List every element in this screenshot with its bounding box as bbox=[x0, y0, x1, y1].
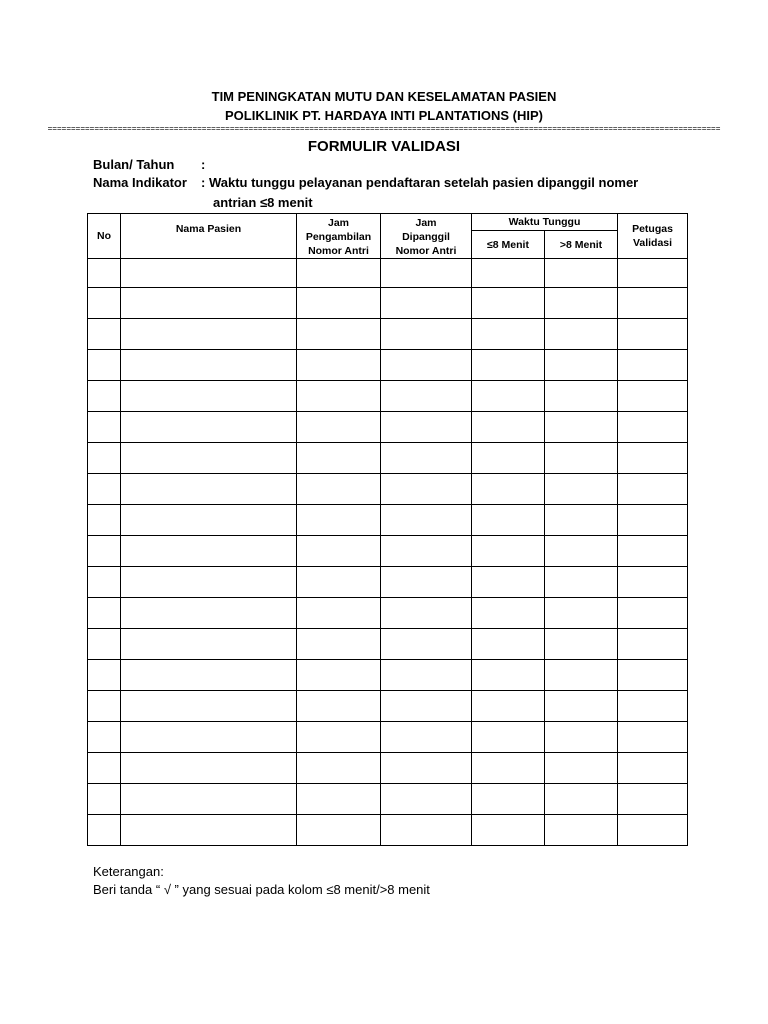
indicator-value-continuation: antrian ≤8 menit bbox=[213, 195, 313, 210]
cell-jam-pengambilan bbox=[297, 567, 381, 598]
cell-no bbox=[88, 753, 121, 784]
cell-no bbox=[88, 288, 121, 319]
period-label: Bulan/ Tahun bbox=[93, 157, 175, 172]
cell-jam-dipanggil bbox=[381, 412, 472, 443]
cell-jam-dipanggil bbox=[381, 691, 472, 722]
cell-jam-dipanggil bbox=[381, 629, 472, 660]
cell-no bbox=[88, 505, 121, 536]
column-header-petugas-validasi bbox=[618, 214, 688, 259]
cell-no bbox=[88, 350, 121, 381]
cell-nama-pasien bbox=[121, 350, 297, 381]
cell-jam-dipanggil bbox=[381, 536, 472, 567]
cell-petugas-validasi bbox=[618, 288, 688, 319]
cell-jam-dipanggil bbox=[381, 660, 472, 691]
cell-petugas-validasi bbox=[618, 722, 688, 753]
cell-nama-pasien bbox=[121, 722, 297, 753]
cell-petugas-validasi bbox=[618, 350, 688, 381]
indicator-row bbox=[93, 175, 638, 190]
cell-gt8-menit bbox=[545, 660, 618, 691]
cell-le8-menit bbox=[472, 660, 545, 691]
table-row bbox=[88, 443, 688, 474]
cell-no bbox=[88, 784, 121, 815]
header-org-title: TIM PENINGKATAN MUTU DAN KESELAMATAN PASIEN bbox=[211, 89, 557, 104]
header-spacer-cell bbox=[297, 259, 381, 288]
cell-no bbox=[88, 598, 121, 629]
cell-jam-pengambilan bbox=[297, 753, 381, 784]
cell-gt8-menit bbox=[545, 412, 618, 443]
header-spacer-cell bbox=[121, 259, 297, 288]
cell-nama-pasien bbox=[121, 567, 297, 598]
cell-no bbox=[88, 660, 121, 691]
cell-jam-pengambilan bbox=[297, 536, 381, 567]
cell-no bbox=[88, 722, 121, 753]
cell-nama-pasien bbox=[121, 598, 297, 629]
column-header-jam-dipanggil-line1: Jam bbox=[415, 217, 437, 229]
cell-petugas-validasi bbox=[618, 598, 688, 629]
column-header-petugas-line1: Petugas bbox=[632, 223, 673, 235]
header-spacer-cell bbox=[88, 259, 121, 288]
cell-le8-menit bbox=[472, 598, 545, 629]
cell-gt8-menit bbox=[545, 815, 618, 846]
cell-nama-pasien bbox=[121, 505, 297, 536]
cell-le8-menit bbox=[472, 319, 545, 350]
cell-jam-pengambilan bbox=[297, 350, 381, 381]
cell-gt8-menit bbox=[545, 567, 618, 598]
table-row bbox=[88, 381, 688, 412]
cell-petugas-validasi bbox=[618, 629, 688, 660]
table-row bbox=[88, 784, 688, 815]
cell-petugas-validasi bbox=[618, 784, 688, 815]
cell-jam-dipanggil bbox=[381, 288, 472, 319]
header-spacer-cell bbox=[381, 259, 472, 288]
table-body bbox=[88, 288, 688, 846]
cell-petugas-validasi bbox=[618, 660, 688, 691]
cell-jam-dipanggil bbox=[381, 598, 472, 629]
cell-petugas-validasi bbox=[618, 815, 688, 846]
cell-le8-menit bbox=[472, 474, 545, 505]
cell-no bbox=[88, 567, 121, 598]
column-header-jam-dipanggil-line3: Nomor Antri bbox=[395, 245, 457, 257]
cell-no bbox=[88, 412, 121, 443]
cell-gt8-menit bbox=[545, 288, 618, 319]
cell-nama-pasien bbox=[121, 629, 297, 660]
table-row bbox=[88, 319, 688, 350]
cell-le8-menit bbox=[472, 288, 545, 319]
keterangan-instruction: Beri tanda “ √ ” yang sesuai pada kolom ≤8 menit/>8 menit bbox=[93, 882, 430, 897]
cell-petugas-validasi bbox=[618, 567, 688, 598]
cell-jam-pengambilan bbox=[297, 412, 381, 443]
cell-le8-menit bbox=[472, 815, 545, 846]
cell-gt8-menit bbox=[545, 505, 618, 536]
cell-jam-dipanggil bbox=[381, 567, 472, 598]
table-row bbox=[88, 753, 688, 784]
cell-gt8-menit bbox=[545, 350, 618, 381]
header-separator: ================================================================================================================================================ bbox=[47, 124, 721, 133]
cell-le8-menit bbox=[472, 722, 545, 753]
table-row bbox=[88, 660, 688, 691]
cell-nama-pasien bbox=[121, 753, 297, 784]
column-header-gt8-menit: >8 Menit bbox=[545, 231, 618, 259]
cell-no bbox=[88, 381, 121, 412]
cell-nama-pasien bbox=[121, 288, 297, 319]
cell-le8-menit bbox=[472, 505, 545, 536]
cell-le8-menit bbox=[472, 381, 545, 412]
header-spacer-cell bbox=[545, 259, 618, 288]
column-header-jam-dipanggil bbox=[381, 214, 472, 259]
keterangan-label: Keterangan: bbox=[93, 864, 164, 879]
cell-jam-pengambilan bbox=[297, 474, 381, 505]
cell-gt8-menit bbox=[545, 753, 618, 784]
cell-gt8-menit bbox=[545, 381, 618, 412]
cell-jam-pengambilan bbox=[297, 598, 381, 629]
cell-le8-menit bbox=[472, 350, 545, 381]
cell-nama-pasien bbox=[121, 536, 297, 567]
indicator-value: : Waktu tunggu pelayanan pendaftaran setelah pasien dipanggil nomer bbox=[201, 175, 639, 190]
cell-gt8-menit bbox=[545, 629, 618, 660]
column-header-jam-pengambilan bbox=[297, 214, 381, 259]
column-header-no: No bbox=[88, 214, 121, 259]
cell-no bbox=[88, 691, 121, 722]
period-row bbox=[93, 157, 205, 172]
cell-petugas-validasi bbox=[618, 412, 688, 443]
cell-jam-pengambilan bbox=[297, 381, 381, 412]
cell-jam-dipanggil bbox=[381, 474, 472, 505]
table-row bbox=[88, 629, 688, 660]
cell-jam-pengambilan bbox=[297, 629, 381, 660]
table-row bbox=[88, 815, 688, 846]
cell-jam-dipanggil bbox=[381, 815, 472, 846]
cell-jam-pengambilan bbox=[297, 691, 381, 722]
cell-petugas-validasi bbox=[618, 443, 688, 474]
table-row bbox=[88, 412, 688, 443]
column-header-jam-pengambilan-line2: Pengambilan bbox=[305, 231, 372, 243]
column-header-jam-dipanggil-line2: Dipanggil bbox=[402, 231, 450, 243]
table-row bbox=[88, 536, 688, 567]
cell-jam-dipanggil bbox=[381, 443, 472, 474]
cell-jam-dipanggil bbox=[381, 505, 472, 536]
form-title: FORMULIR VALIDASI bbox=[307, 138, 461, 155]
cell-no bbox=[88, 474, 121, 505]
cell-le8-menit bbox=[472, 784, 545, 815]
cell-jam-pengambilan bbox=[297, 443, 381, 474]
cell-le8-menit bbox=[472, 629, 545, 660]
cell-petugas-validasi bbox=[618, 319, 688, 350]
cell-petugas-validasi bbox=[618, 691, 688, 722]
cell-gt8-menit bbox=[545, 443, 618, 474]
column-header-jam-pengambilan-line1: Jam bbox=[327, 217, 349, 229]
cell-jam-pengambilan bbox=[297, 505, 381, 536]
column-header-waktu-tunggu: Waktu Tunggu bbox=[472, 214, 618, 231]
cell-petugas-validasi bbox=[618, 505, 688, 536]
cell-gt8-menit bbox=[545, 536, 618, 567]
cell-nama-pasien bbox=[121, 784, 297, 815]
cell-jam-pengambilan bbox=[297, 288, 381, 319]
cell-petugas-validasi bbox=[618, 536, 688, 567]
cell-no bbox=[88, 443, 121, 474]
cell-nama-pasien bbox=[121, 381, 297, 412]
cell-petugas-validasi bbox=[618, 381, 688, 412]
header-spacer-row bbox=[88, 259, 688, 288]
validation-table bbox=[87, 213, 688, 846]
table-row bbox=[88, 567, 688, 598]
table-row bbox=[88, 474, 688, 505]
column-header-jam-pengambilan-line3: Nomor Antri bbox=[308, 245, 369, 257]
header-spacer-cell bbox=[618, 259, 688, 288]
cell-jam-dipanggil bbox=[381, 319, 472, 350]
cell-jam-pengambilan bbox=[297, 815, 381, 846]
cell-gt8-menit bbox=[545, 474, 618, 505]
column-header-petugas-line2: Validasi bbox=[632, 237, 673, 249]
header-clinic-name: POLIKLINIK PT. HARDAYA INTI PLANTATIONS (HIP) bbox=[224, 108, 544, 123]
column-header-le8-menit: ≤8 Menit bbox=[472, 231, 545, 259]
cell-jam-dipanggil bbox=[381, 784, 472, 815]
table-row bbox=[88, 350, 688, 381]
cell-gt8-menit bbox=[545, 722, 618, 753]
cell-le8-menit bbox=[472, 691, 545, 722]
cell-nama-pasien bbox=[121, 660, 297, 691]
cell-nama-pasien bbox=[121, 443, 297, 474]
cell-le8-menit bbox=[472, 443, 545, 474]
cell-no bbox=[88, 629, 121, 660]
period-value: : bbox=[201, 157, 206, 172]
cell-nama-pasien bbox=[121, 691, 297, 722]
table-row bbox=[88, 691, 688, 722]
cell-gt8-menit bbox=[545, 784, 618, 815]
table-row bbox=[88, 722, 688, 753]
cell-jam-dipanggil bbox=[381, 381, 472, 412]
column-header-nama-pasien: Nama Pasien bbox=[121, 214, 297, 259]
table-row bbox=[88, 288, 688, 319]
cell-jam-pengambilan bbox=[297, 784, 381, 815]
cell-petugas-validasi bbox=[618, 474, 688, 505]
cell-jam-pengambilan bbox=[297, 722, 381, 753]
cell-nama-pasien bbox=[121, 412, 297, 443]
cell-no bbox=[88, 319, 121, 350]
cell-le8-menit bbox=[472, 536, 545, 567]
cell-jam-dipanggil bbox=[381, 753, 472, 784]
cell-jam-dipanggil bbox=[381, 722, 472, 753]
cell-le8-menit bbox=[472, 412, 545, 443]
cell-gt8-menit bbox=[545, 319, 618, 350]
cell-jam-pengambilan bbox=[297, 660, 381, 691]
cell-le8-menit bbox=[472, 567, 545, 598]
cell-le8-menit bbox=[472, 753, 545, 784]
cell-nama-pasien bbox=[121, 319, 297, 350]
header-spacer-cell bbox=[472, 259, 545, 288]
cell-jam-pengambilan bbox=[297, 319, 381, 350]
cell-nama-pasien bbox=[121, 474, 297, 505]
cell-gt8-menit bbox=[545, 691, 618, 722]
table-row bbox=[88, 598, 688, 629]
cell-jam-dipanggil bbox=[381, 350, 472, 381]
cell-petugas-validasi bbox=[618, 753, 688, 784]
table-row bbox=[88, 505, 688, 536]
cell-no bbox=[88, 815, 121, 846]
cell-no bbox=[88, 536, 121, 567]
cell-gt8-menit bbox=[545, 598, 618, 629]
cell-nama-pasien bbox=[121, 815, 297, 846]
indicator-label: Nama Indikator bbox=[93, 175, 187, 190]
